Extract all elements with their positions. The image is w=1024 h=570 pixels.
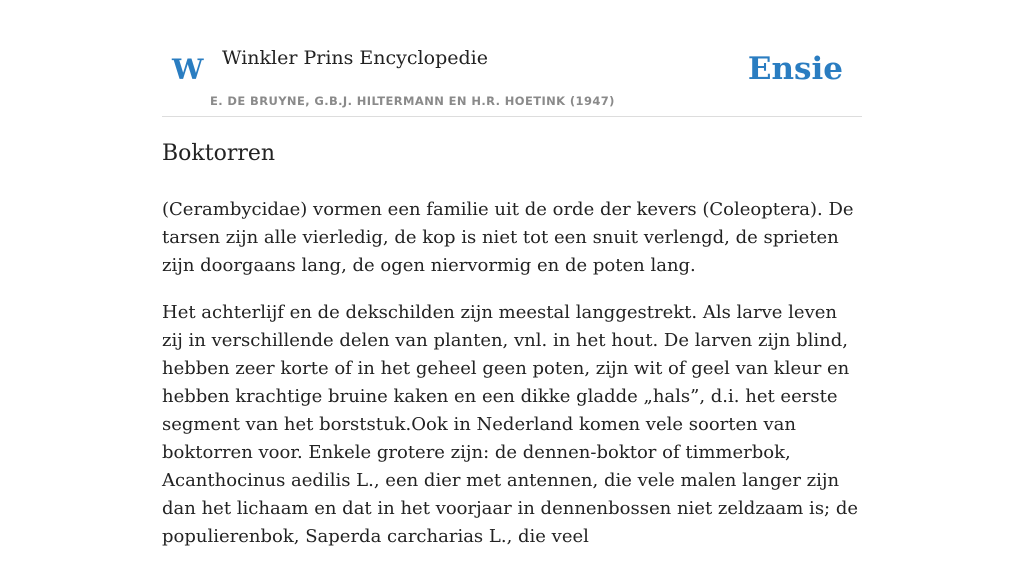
article-paragraph: Het achterlijf en de dekschilden zijn meestal langgestrekt. Als larve leven zij in verschillende delen van planten, vnl. in het hout. De larven zijn blind, hebben zeer korte of in het geheel geen poten, zijn wit of geel van kleur en hebben krachtige bruine kaken en een dikke gladde „hals”, d.i. het eerste segment van het borststuk.Ook in Nederland komen vele soorten van boktorren voor. Enkele grotere zijn: de dennen-boktor of timmerbok, Acanthocinus aedilis L., een dier met antennen, die vele malen langer zijn dan het lichaam en dat in het voorjaar in dennenbossen niet zeldzaam is; de populierenbok, Saperda carcharias L., die veel	[162, 302, 859, 547]
article-paragraph: (Cerambycidae) vormen een familie uit de orde der kevers (Coleoptera). De tarsen zijn alle vierledig, de kop is niet tot een snuit verlengd, de sprieten zijn doorgaans lang, de ogen niervormig en de poten lang.	[162, 199, 854, 276]
article-title: Boktorren	[162, 141, 276, 166]
winkler-prins-logo[interactable]: W	[172, 53, 204, 86]
source-title[interactable]: Winkler Prins Encyclopedie	[222, 47, 488, 69]
article	[162, 138, 862, 570]
source-header	[162, 0, 862, 117]
ensie-logo[interactable]: Ensie	[747, 51, 843, 87]
source-authors: E. DE BRUYNE, G.B.J. HILTERMANN EN H.R. HOETINK (1947)	[210, 94, 615, 108]
